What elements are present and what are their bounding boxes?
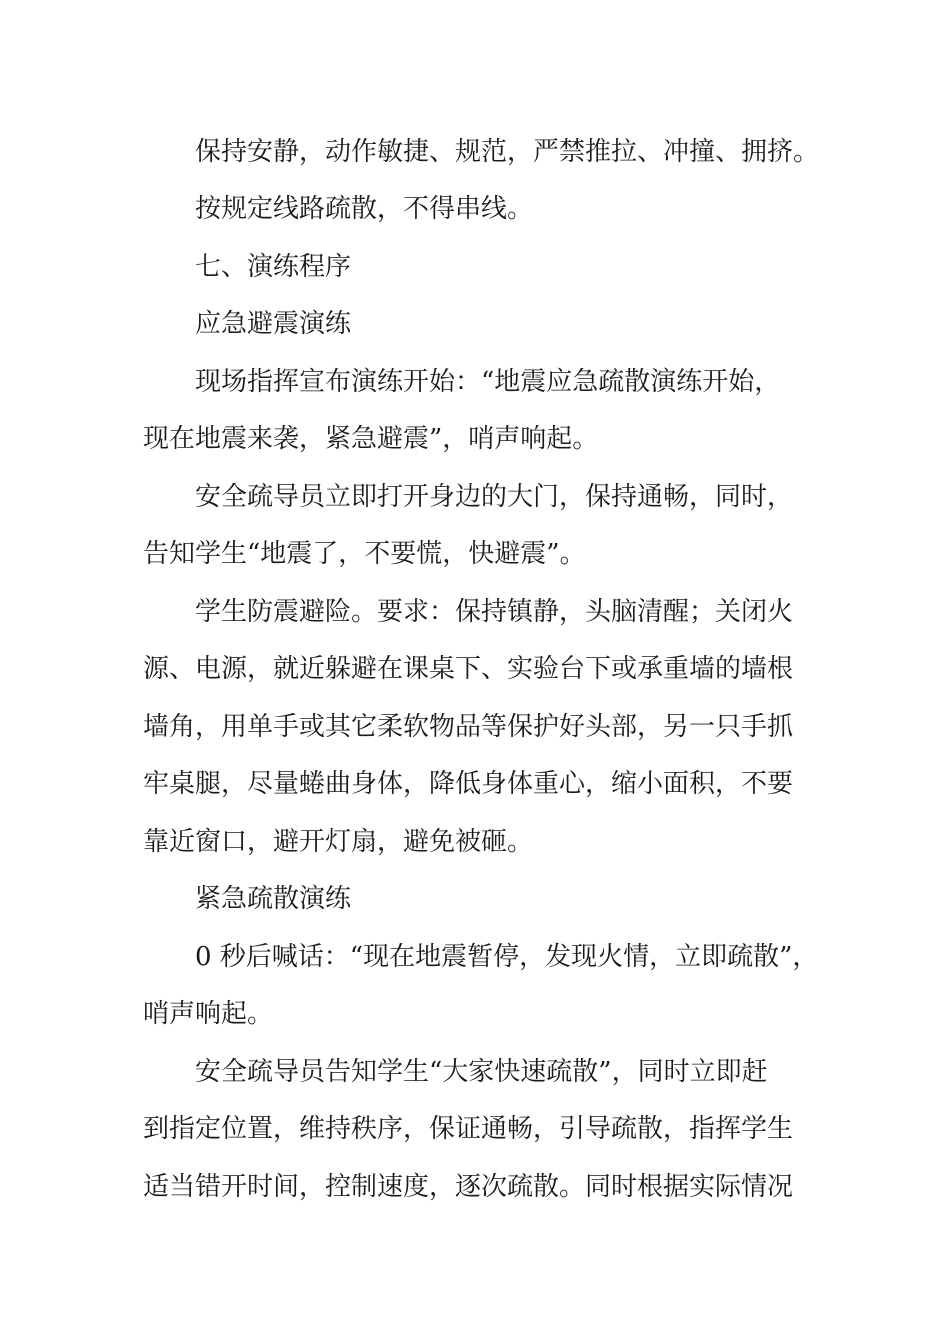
text-line: 安全疏导员告知学生“大家快速疏散”，同时立即赶	[195, 1057, 768, 1087]
text-line: 适当错开时间，控制速度，逐次疏散。同时根据实际情况	[143, 1172, 794, 1202]
text-line: 墙角，用单手或其它柔软物品等保护好头部，另一只手抓	[143, 712, 794, 742]
text-line: 按规定线路疏散，不得串线。	[195, 194, 534, 224]
text-line: 现场指挥宣布演练开始：“地震应急疏散演练开始，	[195, 367, 781, 397]
text-line: 牢桌腿，尽量蜷曲身体，降低身体重心，缩小面积，不要	[143, 769, 794, 799]
section-heading: 七、演练程序	[195, 252, 352, 282]
subsection-heading: 应急避震演练	[195, 309, 352, 339]
text-line: 哨声响起。	[143, 999, 274, 1029]
text-line: 到指定位置，维持秩序，保证通畅，引导疏散，指挥学生	[143, 1114, 794, 1144]
text-line: 靠近窗口，避开灯扇，避免被砸。	[143, 827, 534, 857]
text-line: 现在地震来袭，紧急避震”，哨声响起。	[143, 424, 599, 454]
text-line: 学生防震避险。要求：保持镇静，头脑清醒；关闭火	[195, 597, 794, 627]
text-line: 源、电源，就近躲避在课桌下、实验台下或承重墙的墙根	[143, 654, 794, 684]
text-line: 保持安静，动作敏捷、规范，严禁推拉、冲撞、拥挤。	[195, 137, 820, 167]
subsection-heading: 紧急疏散演练	[195, 884, 352, 914]
text-line: 0 秒后喊话：“现在地震暂停，发现火情，立即疏散”，	[195, 942, 819, 972]
text-line: 安全疏导员立即打开身边的大门，保持通畅，同时，	[195, 482, 794, 512]
text-line: 告知学生“地震了，不要慌，快避震”。	[143, 539, 586, 569]
